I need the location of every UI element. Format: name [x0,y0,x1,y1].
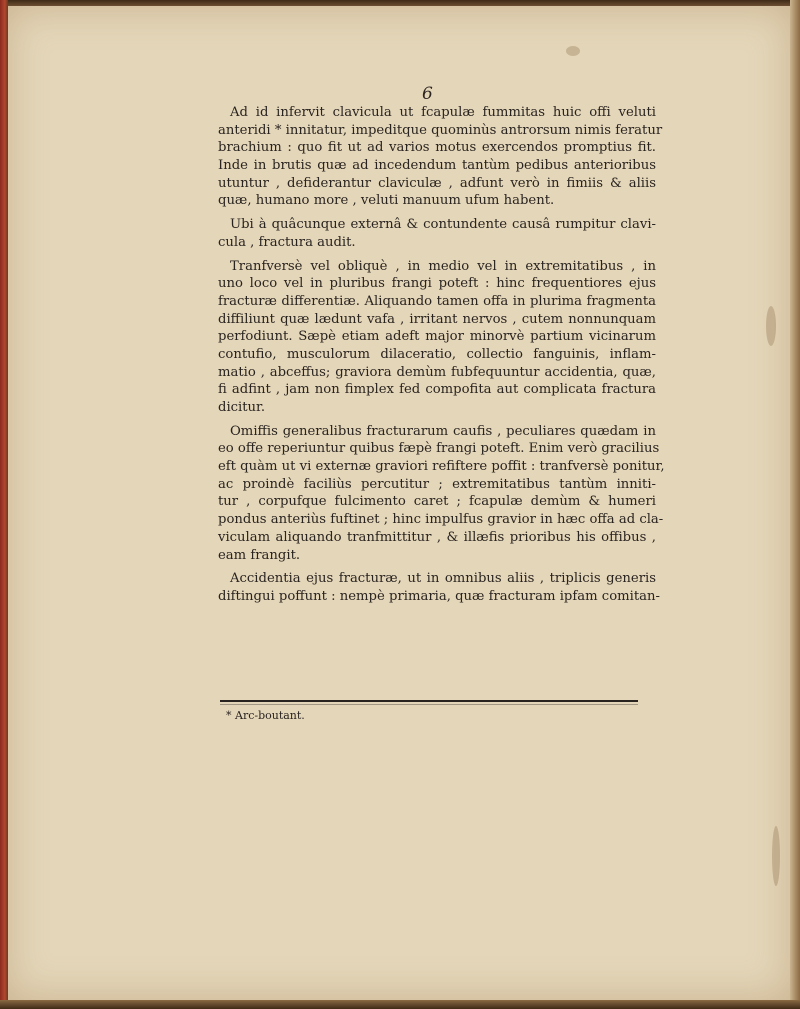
text-line: Ubi à quâcunque externâ & contundente causâ rumpitur clavi- [230,217,656,233]
text-line: brachium : quo fit ut ad varios motus exercendos promptius fit. [218,140,656,156]
stain-spot [772,826,780,886]
text-line: eam frangit. [218,547,301,563]
page-number: 6 [422,84,433,104]
text-line: Accidentia ejus fracturæ, ut in omnibus aliis , triplicis generis [230,571,656,587]
text-line: contufio, musculorum dilaceratio, collectio fanguinis, inflam- [218,346,656,362]
text-line: fi adfint , jam non fimplex fed compofita aut complicata fractura [218,382,656,398]
text-line: quæ, humano more , veluti manuum ufum habent. [218,193,555,209]
page-right-edge [790,0,800,1009]
text-line: anteridi * innitatur, impeditque quominùs antrorsum nimis feratur [218,122,663,138]
page-bottom-edge [0,1000,800,1009]
text-line: utuntur , defiderantur claviculæ , adfunt verò in fimiis & aliis [218,175,656,191]
stain-spot [566,46,580,56]
text-line: matio , abceffus; graviora demùm fubfequuntur accidentia, quæ, [218,364,656,380]
text-line: tur , corpufque fulcimento caret ; fcapulæ demùm & humeri [218,494,656,510]
text-line: eo offe reperiuntur quibus fæpè frangi poteft. Enim verò gracilius [218,441,660,457]
text-line: pondus anteriùs fuftinet ; hinc impulfus gravior in hæc offa ad cla- [218,512,664,528]
body-text [218,104,665,606]
text-line: ac proindè faciliùs percutitur ; extremitatibus tantùm inniti- [218,476,656,492]
text-line: cula , fractura audit. [218,234,356,250]
text-line: Tranfversè vel obliquè , in medio vel in extremitatibus , in [230,258,656,274]
book-binding-edge [0,0,8,1009]
footnote-rule-shadow [220,704,638,705]
text-line: fracturæ differentiæ. Aliquando tamen offa in plurima fragmenta [218,293,656,309]
text-line: dicitur. [218,400,266,415]
text-line: uno loco vel in pluribus frangi poteft : hinc frequentiores ejus [218,276,656,292]
text-line: Ad id infervit clavicula ut fcapulæ fummitas huic offi veluti [230,105,656,120]
text-line: viculam aliquando tranfmittitur , & illæfis prioribus his offibus , [218,529,656,545]
text-line: diffiliunt quæ lædunt vafa , irritant nervos , cutem nonnunquam [218,311,656,327]
text-line: Omiffis generalibus fracturarum caufis , peculiares quædam in [230,423,656,439]
text-line: eft quàm ut vi externæ graviori refiftere poffit : tranfversè ponitur, [218,459,665,475]
stain-spot [766,306,776,346]
text-line: perfodiunt. Sæpè etiam adeft major minorvè partium vicinarum [218,329,656,345]
footnote: * Arc-boutant. [226,709,305,722]
text-line: Inde in brutis quæ ad incedendum tantùm pedibus anterioribus [218,158,656,174]
footnote-rule [220,700,638,702]
text-line: diftingui poffunt : nempè primaria, quæ fracturam ipfam comitan- [218,588,660,604]
